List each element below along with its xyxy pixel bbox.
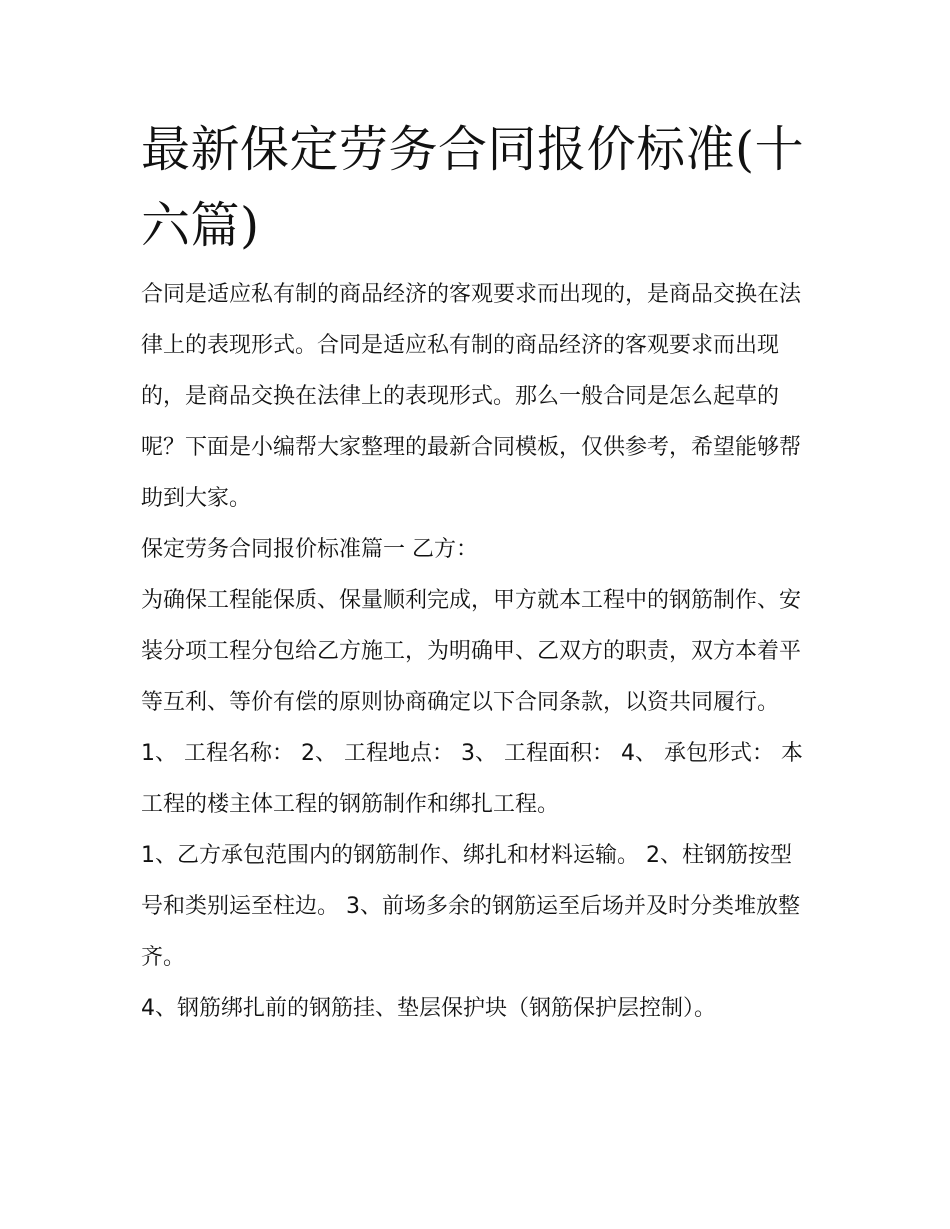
scope-paragraph: 1、乙方承包范围内的钢筋制作、绑扎和材料运输。 2、柱钢筋按型号和类别运至柱边。 3、前场多余的钢筋运至后场并及时分类堆放整齐。 [141,843,800,970]
project-info-paragraph: 1、 工程名称： 2、 工程地点： 3、 工程面积： 4、 承包形式： 本工程的楼主体工程的钢筋制作和绑扎工程。 [141,741,803,817]
rebar-cover-paragraph: 4、钢筋绑扎前的钢筋挂、垫层保护块（钢筋保护层控制）。 [141,996,716,1021]
document-body [141,112,813,1034]
document-title: 最新保定劳务合同报价标准(十六篇) [141,121,805,254]
section-heading-paragraph: 保定劳务合同报价标准篇一 乙方： [141,537,478,562]
intro-paragraph: 合同是适应私有制的商品经济的客观要求而出现的，是商品交换在法律上的表现形式。合同是适应私有制的商品经济的客观要求而出现的，是商品交换在法律上的表现形式。那么一般合同是怎么起草的呢？下面是小编帮大家整理的最新合同模板，仅供参考，希望能够帮助到大家。 [141,282,802,511]
purpose-paragraph: 为确保工程能保质、保量顺利完成，甲方就本工程中的钢筋制作、安装分项工程分包给乙方施工，为明确甲、乙双方的职责，双方本着平等互利、等价有偿的原则协商确定以下合同条款，以资共同履行。 [141,588,802,715]
